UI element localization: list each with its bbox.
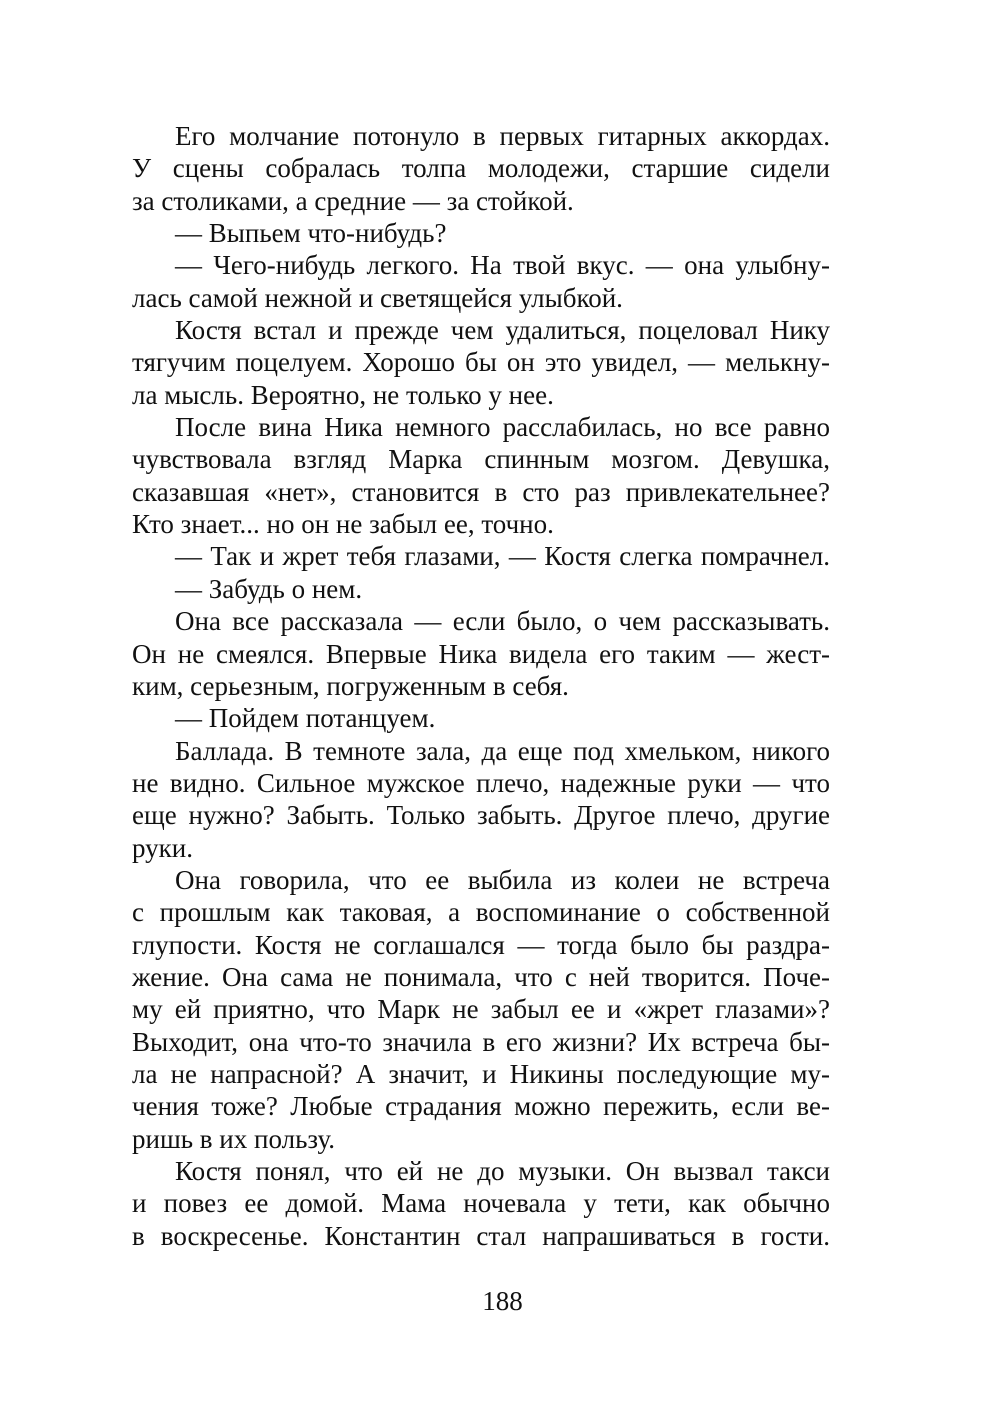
paragraph [132,605,830,702]
text-line: Костя понял, что ей не до музыки. Он вызвал такси [175,1156,830,1186]
paragraph [132,864,830,1155]
paragraph [132,540,830,572]
text-line: жение. Она сама не понимала, что с ней творится. Поче- [132,961,830,992]
paragraph [132,249,830,314]
text-line: му ей приятно, что Марк не забыл ее и «жрет глазами»? [132,994,830,1025]
text-line: тягучим поцелуем. Хорошо бы он это увидел, — мелькну- [132,347,830,378]
text-line: После вина Ника немного расслабилась, но все равно [175,412,830,443]
text-line: руки. [132,832,193,863]
text-line: не видно. Сильное мужское плечо, надежные руки — что [132,767,830,798]
text-line: Он не смеялся. Впервые Ника видела его таким — жест- [132,638,830,669]
text-line: ким, серьезным, погруженным в себя. [132,670,569,701]
text-line: еще нужно? Забыть. Только забыть. Другое плечо, другие [132,800,830,831]
text-line: чения тоже? Любые страдания можно пережить, если ве- [132,1091,830,1122]
text-line: глупости. Костя не соглашался — тогда было бы раздра- [132,929,830,960]
text-line: ла не напрасной? А значит, и Никины последующие му- [132,1058,830,1089]
text-line: с прошлым как таковая, а воспоминание о собственной [132,897,830,928]
paragraph [132,314,830,411]
paragraph [132,411,830,540]
paragraph [132,217,830,249]
text-line: Костя встал и прежде чем удалиться, поцеловал Нику [175,315,830,346]
text-line: сказавшая «нет», становится в сто раз привлекательнее? [132,476,830,507]
page-body [132,120,830,1252]
page-number: 188 [482,1286,523,1316]
text-line: Баллада. В темноте зала, да еще под хмельком, никого [175,735,830,766]
paragraph [132,1155,830,1252]
text-line: в воскресенье. Константин стал напрашиваться в гости. [132,1220,830,1251]
paragraph [132,573,830,605]
text-line: и повез ее домой. Мама ночевала у тети, как обычно [132,1188,830,1219]
text-line: — Забудь о нем. [175,573,363,604]
text-line: Кто знает... но он не забыл ее, точно. [132,509,554,540]
text-line: Выходит, она что-то значила в его жизни? Их встреча бы- [132,1026,830,1057]
text-line: ла мысль. Вероятно, не только у нее. [132,379,554,410]
text-line: Она говорила, что ее выбила из колеи не встреча [175,864,830,895]
text-line: ришь в их пользу. [132,1123,336,1154]
paragraph [132,120,830,217]
text-line: — Выпьем что-нибудь? [175,218,447,249]
text-line: — Чего-нибудь легкого. На твой вкус. — она улыбну- [175,250,830,281]
text-line: — Пойдем потанцуем. [175,703,436,734]
text-line: — Так и жрет тебя глазами, — Костя слегка помрачнел. [175,541,830,572]
paragraph [132,702,830,734]
text-line: Его молчание потонуло в первых гитарных аккордах. [175,121,830,151]
text-line: У сцены собралась толпа молодежи, старшие сидели [132,153,830,184]
text-line: за столиками, а средние — за стойкой. [132,185,574,216]
paragraph [132,735,830,864]
text-line: чувствовала взгляд Марка спинным мозгом. Девушка, [132,444,830,475]
text-line: лась самой нежной и светящейся улыбкой. [132,282,623,313]
text-line: Она все рассказала — если было, о чем рассказывать. [175,606,830,637]
